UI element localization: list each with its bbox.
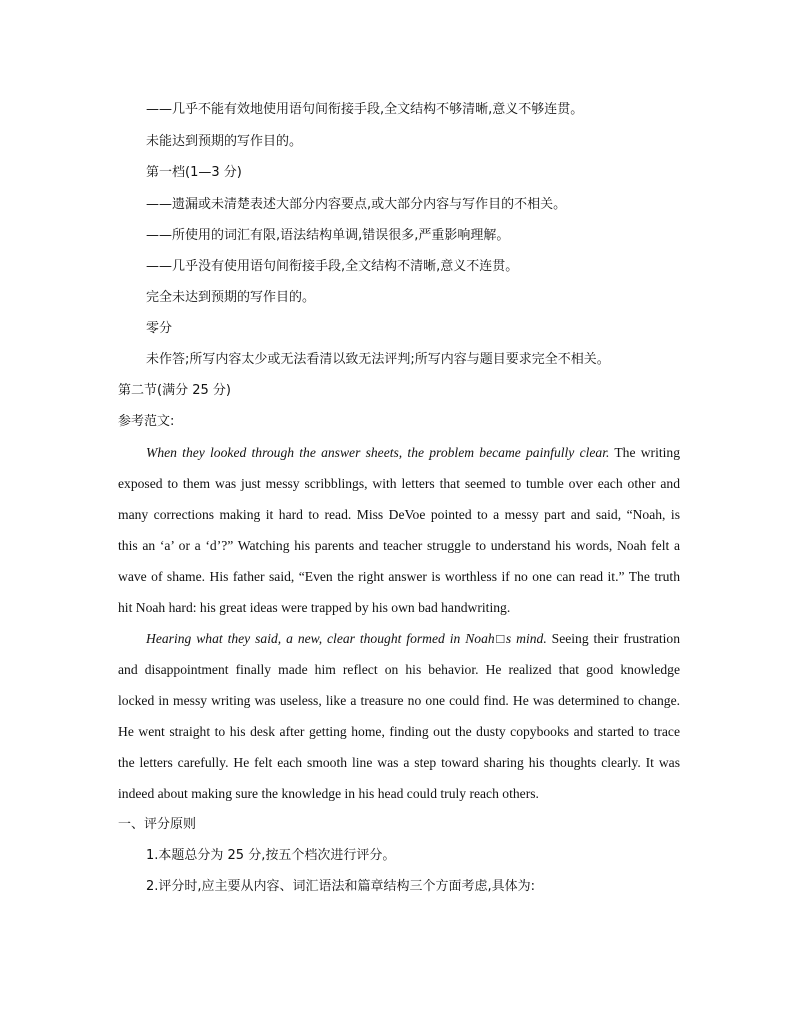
essay-p1-lead-italic: When they looked through the answer sheets, the problem became painfully clear. bbox=[146, 445, 610, 460]
essay-p1-line: this an ‘a’ or a ‘d’?” Watching his parents and teacher struggle to understand his words, Noah felt a bbox=[118, 538, 680, 553]
section2-title: 第二节(满分 25 分) bbox=[118, 383, 231, 398]
rubric-level1-title: 第一档(1—3 分) bbox=[146, 165, 242, 180]
rubric-level1-summary: 完全未达到预期的写作目的。 bbox=[146, 290, 316, 305]
essay-p2-lead-rest: Seeing their frustration bbox=[546, 631, 680, 646]
essay-p2-lead-italic: Hearing what they said, a new, clear thought formed in Noah□s mind. bbox=[146, 631, 547, 646]
rubric-level2-coherence: ——几乎不能有效地使用语句间衔接手段,全文结构不够清晰,意义不够连贯。 bbox=[146, 102, 584, 117]
essay-p1-line: wave of shame. His father said, “Even the right answer is worthless if no one can read it.” The truth bbox=[118, 569, 680, 584]
essay-p1-line: hit Noah hard: his great ideas were trapped by his own bad handwriting. bbox=[118, 600, 511, 615]
essay-p1-line bbox=[118, 443, 680, 463]
rubric-zero-desc: 未作答;所写内容太少或无法看清以致无法评判;所写内容与题目要求完全不相关。 bbox=[146, 352, 610, 367]
essay-p2-line: He went straight to his desk after getting home, finding out the dusty copybooks and started to trace bbox=[118, 724, 680, 739]
essay-p2-line: the letters carefully. He felt each smooth line was a step toward sharing his thoughts clearly. It was bbox=[118, 755, 680, 770]
essay-p2-line: locked in messy writing was useless, like a treasure no one could find. He was determined to change. bbox=[118, 693, 680, 708]
essay-p1-lead-rest: The writing bbox=[609, 445, 680, 460]
rubric-level1-item: ——几乎没有使用语句间衔接手段,全文结构不清晰,意义不连贯。 bbox=[146, 259, 519, 274]
scoring-title: 一、评分原则 bbox=[118, 817, 197, 832]
rubric-level1-item: ——所使用的词汇有限,语法结构单调,错误很多,严重影响理解。 bbox=[146, 228, 510, 243]
sample-essay-label: 参考范文: bbox=[118, 414, 175, 429]
rubric-level1-item: ——遗漏或未清楚表述大部分内容要点,或大部分内容与写作目的不相关。 bbox=[146, 197, 567, 212]
essay-p2-line bbox=[118, 629, 680, 649]
rubric-zero-title: 零分 bbox=[146, 321, 173, 336]
essay-p2-line: and disappointment finally made him reflect on his behavior. He realized that good knowledge bbox=[118, 662, 680, 677]
essay-p2-line: indeed about making sure the knowledge in his head could truly reach others. bbox=[118, 786, 539, 801]
scoring-item: 2.评分时,应主要从内容、词汇语法和篇章结构三个方面考虑,具体为: bbox=[146, 879, 536, 894]
scoring-item: 1.本题总分为 25 分,按五个档次进行评分。 bbox=[146, 848, 396, 863]
essay-p1-line: many corrections making it hard to read. Miss DeVoe pointed to a messy part and said, “Noah, is bbox=[118, 507, 680, 522]
essay-p1-line: exposed to them was just messy scribblings, with letters that seemed to tumble over each other and bbox=[118, 476, 680, 491]
rubric-level2-summary: 未能达到预期的写作目的。 bbox=[146, 134, 303, 149]
